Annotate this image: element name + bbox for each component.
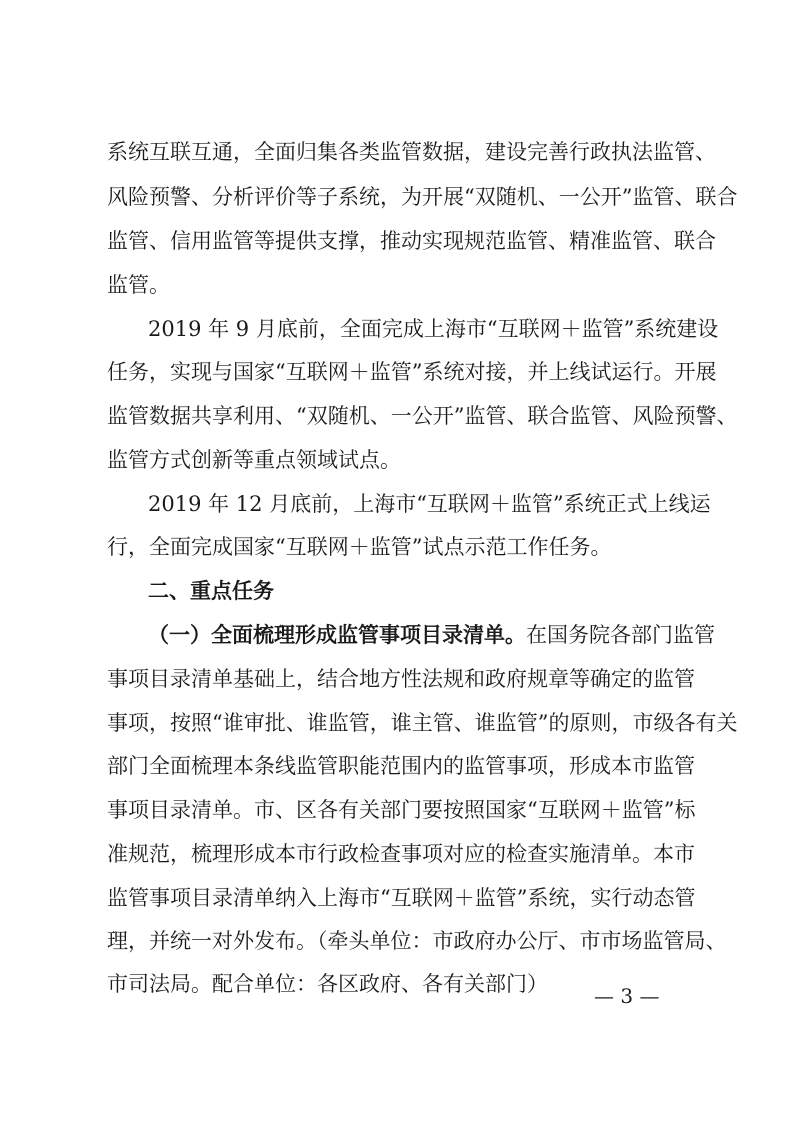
paragraph-line: 任务，实现与国家“互联网＋监管”系统对接，并上线试运行。开展 — [107, 360, 717, 384]
paragraph-text: 在国务院各部门监管 — [526, 623, 715, 647]
paragraph-line: 部门全面梳理本条线监管职能范围内的监管事项，形成本市监管 — [107, 754, 695, 778]
paragraph-line: 事项，按照“谁审批、谁监管，谁主管、谁监管”的原则，市级各有关 — [107, 711, 738, 735]
subsection-heading: （一）全面梳理形成监管事项目录清单。 — [148, 622, 526, 647]
paragraph-line: 行，全面完成国家“互联网＋监管”试点示范工作任务。 — [107, 535, 612, 559]
paragraph-line: 监管方式创新等重点领域试点。 — [107, 448, 401, 472]
paragraph-line — [148, 620, 715, 650]
paragraph-line: 监管。 — [107, 273, 170, 297]
paragraph-line: 2019 年 12 月底前，上海市“互联网＋监管”系统正式上线运 — [148, 492, 711, 516]
paragraph-line: 2019 年 9 月底前，全面完成上海市“互联网＋监管”系统建设 — [148, 317, 719, 341]
paragraph-line: 监管、信用监管等提供支撑，推动实现规范监管、精准监管、联合 — [107, 229, 716, 253]
paragraph-line: 系统互联互通，全面归集各类监管数据，建设完善行政执法监管、 — [107, 140, 716, 164]
section-heading: 二、重点任务 — [148, 579, 274, 603]
paragraph-line: 准规范，梳理形成本市行政检查事项对应的检查实施清单。本市 — [107, 842, 695, 866]
paragraph-line: 风险预警、分析评价等子系统，为开展“双随机、一公开”监管、联合 — [107, 185, 738, 209]
paragraph-line: 监管事项目录清单纳入上海市“互联网＋监管”系统，实行动态管 — [107, 886, 696, 910]
paragraph-line: 事项目录清单。市、区各有关部门要按照国家“互联网＋监管”标 — [107, 798, 696, 822]
page-number: — 3 — — [594, 984, 660, 1008]
paragraph-line: 事项目录清单基础上，结合地方性法规和政府规章等确定的监管 — [107, 667, 695, 691]
paragraph-line: 理，并统一对外发布。（牵头单位：市政府办公厅、市市场监管局、 — [107, 929, 727, 953]
paragraph-line: 监管数据共享利用、“双随机、一公开”监管、联合监管、风险预警、 — [107, 404, 738, 428]
paragraph-line: 市司法局。配合单位：各区政府、各有关部门） — [107, 972, 548, 996]
